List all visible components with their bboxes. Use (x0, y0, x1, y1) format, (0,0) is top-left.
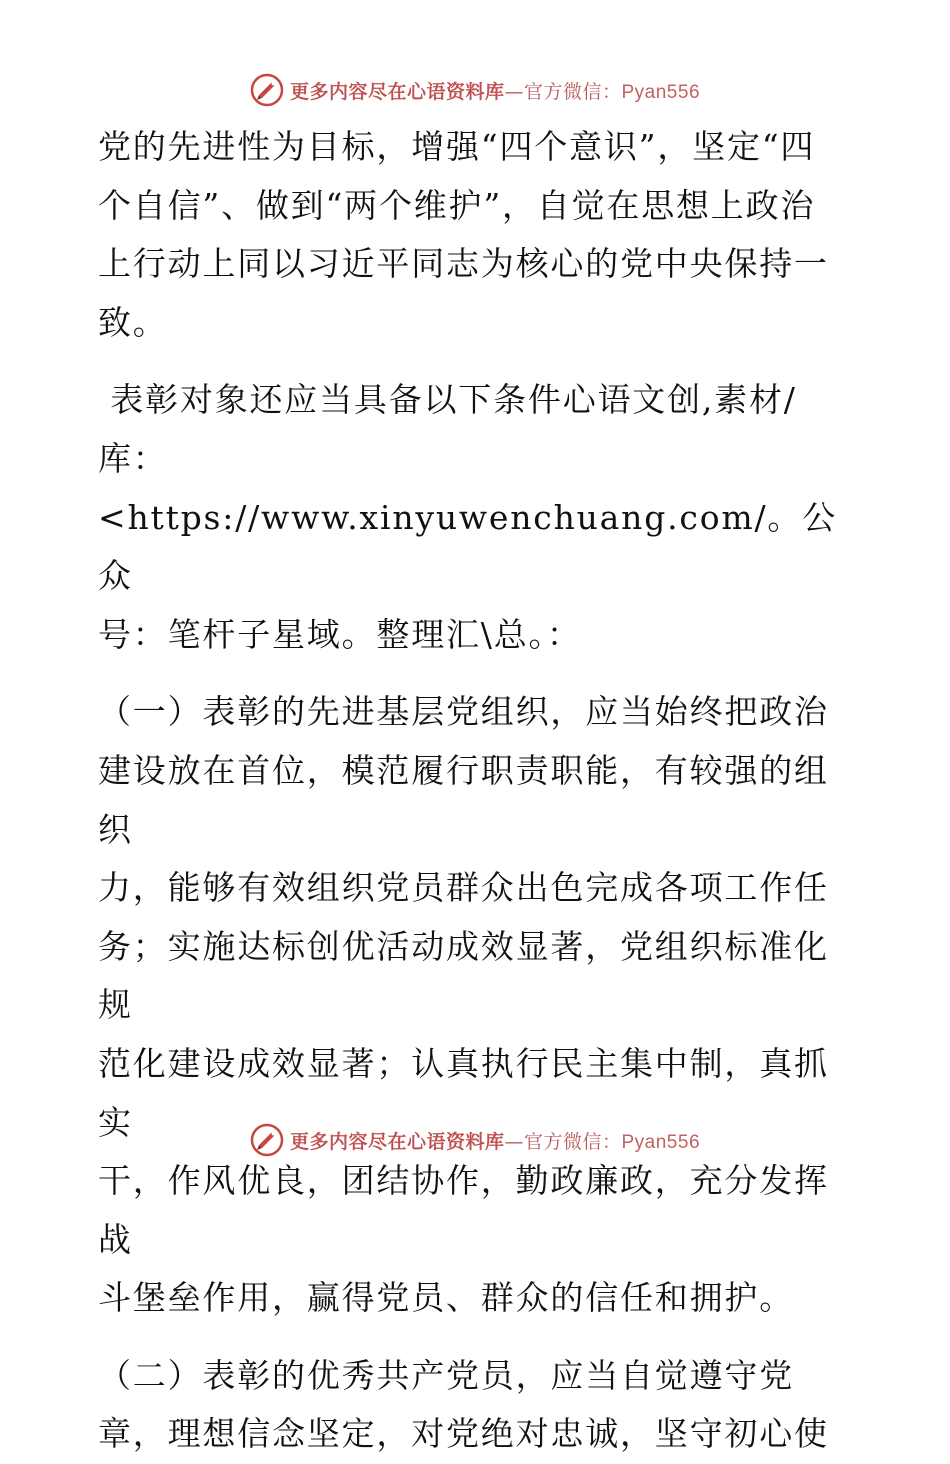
text-line: 务；实施达标创优活动成效显著，党组织标准化规 (98, 926, 829, 1025)
footer-banner-text (290, 1127, 700, 1154)
text-line: 表彰对象还应当具备以下条件心语文创,素材/ (98, 380, 797, 420)
text-line: 建设放在首位，模范履行职责职能，有较强的组织 (98, 750, 829, 849)
text-line: 党的先进性为目标，增强“四个意识”，坚定“四 (98, 127, 816, 166)
footer-banner (0, 1120, 950, 1160)
brand-logo-icon (250, 73, 284, 107)
header-banner-dash: — (504, 80, 524, 103)
header-banner (0, 70, 950, 110)
text-line: 个自信”、做到“两个维护”，自觉在思想上政治 (98, 185, 816, 225)
text-line: 库：<https://www.xinyuwenchuang.com/。公众 (98, 438, 837, 596)
text-line: 章，理想信念坚定，对党绝对忠诚，坚守初心使 (98, 1414, 829, 1454)
paragraph-4 (98, 1347, 858, 1464)
footer-banner-dash: — (504, 1130, 524, 1153)
footer-banner-lead: 更多内容尽在心语资料库 (289, 1130, 505, 1153)
text-line: 干，作风优良，团结协作，勤政廉政，充分发挥战 (98, 1161, 829, 1259)
paragraph-3 (98, 683, 858, 1328)
text-line: 范化建设成效显著；认真执行民主集中制，真抓实 (98, 1043, 829, 1142)
brand-logo-icon (250, 1123, 284, 1157)
text-line: 斗堡垒作用，赢得党员、群众的信任和拥护。 (98, 1278, 794, 1318)
text-line: 上行动上同以习近平同志为核心的党中央保持一 (98, 244, 829, 284)
footer-banner-middle: 官方微信： (523, 1130, 622, 1153)
text-line: 号：笔杆子星域。整理汇\总。： (98, 614, 582, 654)
header-banner-middle: 官方微信： (523, 80, 622, 103)
header-banner-lead: 更多内容尽在心语资料库 (289, 80, 505, 103)
header-banner-wechat-id: Pyan556 (621, 81, 701, 103)
text-line: （二）表彰的优秀共产党员，应当自觉遵守党 (98, 1355, 794, 1395)
paragraph-2 (98, 371, 858, 664)
footer-banner-wechat-id: Pyan556 (621, 1131, 701, 1153)
text-line: 力，能够有效组织党员群众出色完成各项工作任 (98, 868, 829, 908)
text-line: 致。 (98, 302, 168, 342)
text-line: （一）表彰的先进基层党组织，应当始终把政治 (98, 692, 829, 732)
document-body (98, 118, 858, 1464)
header-banner-text (290, 77, 700, 104)
paragraph-1 (98, 118, 858, 352)
